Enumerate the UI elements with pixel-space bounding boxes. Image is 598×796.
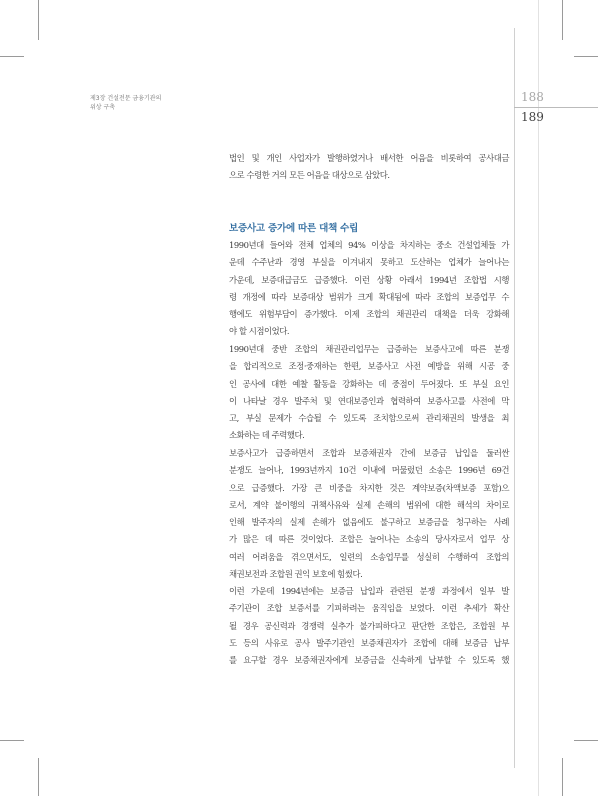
body-paragraph [229,237,509,341]
text-line: 운데 수주난과 경영 부실을 이겨내지 못하고 도산하는 업체가 늘어나는 [229,257,509,268]
body-paragraph [229,341,509,445]
text-line: 을 합리적으로 조정·중재하는 한편, 보증사고 사전 예방을 위해 시공 중 [229,361,509,372]
text-line: 가 많은 데 따른 것이었다. 조합은 늘어나는 소송의 당사자로서 업무 상 [229,534,509,545]
crop-mark [562,758,563,796]
crop-mark [574,56,598,57]
text-line: 고, 부실 문제가 수습될 수 있도록 조치함으로써 관리채권의 발생을 최 [229,413,509,424]
text-line: 이 나타날 경우 발주처 및 연대보증인과 협력하여 보증사고를 사전에 막 [229,395,509,406]
text-line: 소화하는 데 주력했다. [229,430,305,441]
text-line: 를 요구할 경우 보증채권자에게 보증금을 신속하게 납부할 수 있도록 했 [229,655,509,666]
crop-mark [38,758,39,796]
text-line: 채권보전과 조합원 권익 보호에 힘썼다. [229,569,363,580]
text-line: 분쟁도 늘어나, 1993년까지 10건 이내에 머물렀던 소송은 1996년 69건 [229,465,509,476]
text-line: 여러 어려움을 겪으면서도, 일련의 소송업무를 성실히 수행하여 조합의 [229,551,509,562]
body-paragraph [229,583,509,669]
text-line: 로서, 계약 불이행의 귀책사유와 실제 손해의 범위에 대한 해석의 차이로 [229,499,509,510]
crop-mark [574,740,598,741]
text-line: 가운데, 보증대급금도 급증했다. 이런 상황 아래서 1994년 조합법 시행 [229,274,509,285]
intro-paragraph [229,150,509,185]
running-head [90,94,161,112]
text-line: 으로 급증했다. 가장 큰 비중을 차지한 것은 계약보증(차액보증 포함)으 [229,482,509,493]
text-line: 행에도 위험부담이 증가했다. 이제 조합의 채권관리 대책을 더욱 강화해 [229,309,509,320]
section-heading: 보증사고 증가에 따른 대책 수립 [229,223,359,234]
text-line: 주기관이 조합 보증서를 기피하려는 움직임을 보였다. 이런 추세가 확산 [229,603,509,614]
page-number: 189 [521,110,544,124]
text-line: 인 공사에 대한 예찰 활동을 강화하는 데 중점이 두어졌다. 또 부실 요인 [229,378,509,389]
margin-guide-line [514,28,515,768]
text-line: 령 개정에 따라 보증대상 범위가 크게 확대됨에 따라 조합의 보증업무 수 [229,291,509,302]
chapter-title-line: 위상 구축 [90,104,116,111]
body-paragraph [229,445,509,583]
text-line: 인해 발주자의 실제 손해가 없음에도 불구하고 보증금을 청구하는 사례 [229,517,509,528]
text-line: 1990년대 중반 조합의 채권관리업무는 급증하는 보증사고에 따른 분쟁 [229,344,509,354]
text-line: 도 등의 사유로 공사 발주기관인 보증채권자가 조합에 대해 보증금 납부 [229,637,509,648]
text-line: 으로 수령한 거의 모든 어음을 대상으로 삼았다. [229,170,390,181]
text-line: 야 할 시점이었다. [229,326,290,337]
text-line: 이런 가운데 1994년에는 보증금 납입과 관련된 분쟁 과정에서 일부 발 [229,586,509,596]
text-line: 1990년대 들어와 전체 업체의 94% 이상을 차지하는 중소 건설업체들 가 [229,240,509,250]
text-line: 법인 및 개인 사업자가 발행하였거나 배서한 어음을 비롯하여 공사대금 [229,153,509,163]
crop-mark [562,0,563,40]
crop-mark [38,0,39,40]
text-line: 보증사고가 급증하면서 조합과 보증채권자 간에 보증금 납입을 둘러싼 [229,448,509,458]
previous-page-number: 188 [521,90,544,104]
chapter-title-line: 제3장 건설전문 금융기관의 [90,95,162,102]
crop-mark [0,56,24,57]
crop-mark [0,740,24,741]
text-line: 될 경우 공신력과 경쟁력 실추가 불가피하다고 판단한 조합은, 조합원 부 [229,620,509,631]
page-number-divider [514,107,598,108]
